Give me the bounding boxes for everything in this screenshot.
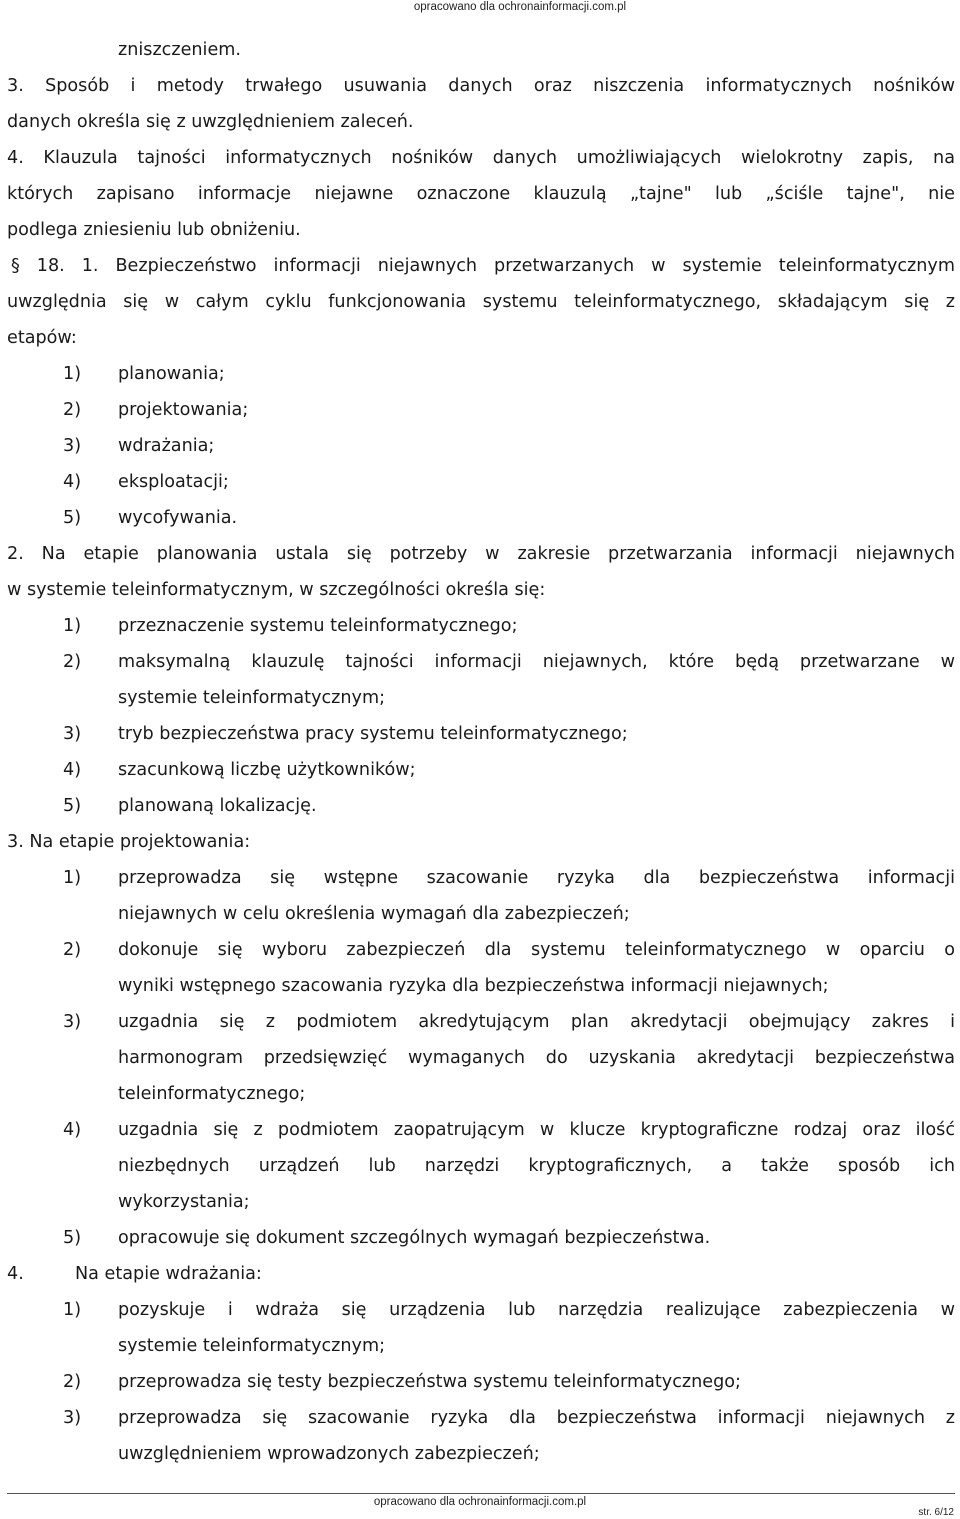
list-item-text: planowania;: [118, 364, 225, 384]
paragraph-line: [7, 140, 955, 176]
paragraph-3: [7, 68, 955, 140]
list-item-line: planowaną lokalizację.: [118, 796, 317, 816]
continuation-line: zniszczeniem.: [118, 40, 242, 60]
list-item-line: wyniki wstępnego szacowania ryzyka dla bezpieczeństwa informacji niejawnych;: [118, 976, 829, 996]
list-item-number: 1): [63, 868, 82, 888]
list-item-number: 1): [63, 1300, 82, 1320]
section-line: uwzględnia się w całym cyklu funkcjonowania systemu teleinformatycznego, składającym się z: [7, 292, 955, 312]
list-item-number: 5): [63, 796, 82, 816]
header-source: opracowano dla ochronainformacji.com.pl: [413, 1, 627, 13]
list-item-number: 2): [63, 400, 82, 420]
list-item-line: szacunkową liczbę użytkowników;: [118, 760, 416, 780]
list-item: [63, 716, 955, 752]
list-item-line: harmonogram przedsięwzięć wymaganych do uzyskania akredytacji bezpieczeństwa: [118, 1048, 955, 1068]
list-item-number: 3): [63, 1012, 82, 1032]
list-item-number: 2): [63, 652, 82, 672]
paragraph-text: Sposób i metody trwałego usuwania danych oraz niszczenia informatycznych nośników: [45, 76, 956, 96]
paragraph-number: 3.: [7, 76, 24, 96]
list-item-line: niezbędnych urządzeń lub narzędzi kryptograficznych, a także sposób ich: [118, 1156, 955, 1176]
section-heading: Na etapie wdrażania:: [75, 1264, 262, 1284]
section-line: 3. Na etapie projektowania:: [7, 832, 251, 852]
list-item-line: systemie teleinformatycznym;: [118, 1336, 386, 1356]
stages-list: [7, 356, 955, 536]
list-item-text: wycofywania.: [118, 508, 238, 528]
list-item: [63, 428, 955, 464]
section-line: [7, 1256, 955, 1292]
footer-rule: [7, 1493, 955, 1494]
list-item: [63, 500, 955, 536]
list-item: [63, 788, 955, 824]
list-item-line: maksymalną klauzulę tajności informacji niejawnych, które będą przetwarzane w: [118, 652, 955, 672]
page-number: str. 6/12: [918, 1507, 954, 1518]
list-item-text: eksploatacji;: [118, 472, 229, 492]
list-item-line: systemie teleinformatycznym;: [118, 688, 386, 708]
list-item-line: przeprowadza się wstępne szacowanie ryzyka dla bezpieczeństwa informacji: [118, 868, 955, 888]
list-item: [63, 1112, 955, 1220]
list-item-number: 3): [63, 1408, 82, 1428]
list-item-number: 5): [63, 508, 82, 528]
section-18: [7, 248, 955, 536]
list-item: [63, 644, 955, 716]
list-item-line: opracowuje się dokument szczególnych wymagań bezpieczeństwa.: [118, 1228, 711, 1248]
paragraph-line: których zapisano informacje niejawne oznaczone klauzulą „tajne" lub „ściśle tajne", nie: [7, 184, 955, 204]
list-item: [63, 932, 955, 1004]
paragraph-4: [7, 140, 955, 248]
list-item: [63, 752, 955, 788]
list-item-line: tryb bezpieczeństwa pracy systemu teleinformatycznego;: [118, 724, 628, 744]
list-item-number: 4): [63, 472, 82, 492]
subsection-3: [7, 824, 955, 1256]
list-item-number: 2): [63, 940, 82, 960]
subsection-4: [7, 1256, 955, 1472]
design-list: [7, 860, 955, 1256]
list-item-line: przeprowadza się szacowanie ryzyka dla bezpieczeństwa informacji niejawnych z: [118, 1408, 955, 1428]
paragraph-number: 4.: [7, 148, 24, 168]
paragraph-line: danych określa się z uwzględnieniem zaleceń.: [7, 112, 414, 132]
paragraph-line: podlega zniesieniu lub obniżeniu.: [7, 220, 301, 240]
list-item-text: projektowania;: [118, 400, 249, 420]
list-item-line: uzgadnia się z podmiotem zaopatrującym w klucze kryptograficzne rodzaj oraz ilość: [118, 1120, 955, 1140]
list-item-number: 3): [63, 724, 82, 744]
list-item: [63, 1220, 955, 1256]
list-item: [63, 608, 955, 644]
list-item-line: uzgadnia się z podmiotem akredytującym plan akredytacji obejmujący zakres i: [118, 1012, 955, 1032]
section-line: etapów:: [7, 328, 77, 348]
footer-source: opracowano dla ochronainformacji.com.pl: [373, 1496, 587, 1508]
list-item-line: pozyskuje i wdraża się urządzenia lub narzędzia realizujące zabezpieczenia w: [118, 1300, 955, 1320]
list-item: [63, 464, 955, 500]
list-item-number: 1): [63, 616, 82, 636]
list-item-text: wdrażania;: [118, 436, 215, 456]
list-item: [63, 1292, 955, 1364]
list-item: [63, 356, 955, 392]
list-item-line: przeprowadza się testy bezpieczeństwa systemu teleinformatycznego;: [118, 1372, 741, 1392]
paragraph-text: Klauzula tajności informatycznych nośników danych umożliwiających wielokrotny zapis, na: [43, 148, 955, 168]
deployment-list: [7, 1292, 955, 1472]
list-item-number: 4): [63, 1120, 82, 1140]
list-item-line: niejawnych w celu określenia wymagań dla zabezpieczeń;: [118, 904, 630, 924]
list-item-line: dokonuje się wyboru zabezpieczeń dla systemu teleinformatycznego w oparciu o: [118, 940, 955, 960]
list-item-line: teleinformatycznego;: [118, 1084, 306, 1104]
list-item: [63, 860, 955, 932]
list-item-number: 4): [63, 760, 82, 780]
list-item-number: 2): [63, 1372, 82, 1392]
list-item: [63, 1400, 955, 1472]
list-item-number: 5): [63, 1228, 82, 1248]
paragraph-line: [7, 68, 955, 104]
list-item-line: wykorzystania;: [118, 1192, 250, 1212]
section-line: 2. Na etapie planowania ustala się potrzeby w zakresie przetwarzania informacji niejawnych: [7, 544, 955, 564]
list-item-line: przeznaczenie systemu teleinformatycznego;: [118, 616, 518, 636]
list-item-number: 3): [63, 436, 82, 456]
list-item: [63, 1364, 955, 1400]
list-item: [63, 1004, 955, 1112]
list-item: [63, 392, 955, 428]
list-item-line: uwzględnieniem wprowadzonych zabezpieczeń;: [118, 1444, 540, 1464]
section-number: 4.: [7, 1264, 24, 1284]
section-line: § 18. 1. Bezpieczeństwo informacji niejawnych przetwarzanych w systemie teleinformatycznym: [11, 256, 955, 276]
planning-list: [7, 608, 955, 824]
document-body: [7, 32, 955, 1472]
subsection-2: [7, 536, 955, 824]
list-item-number: 1): [63, 364, 82, 384]
section-line: w systemie teleinformatycznym, w szczególności określa się:: [7, 580, 546, 600]
